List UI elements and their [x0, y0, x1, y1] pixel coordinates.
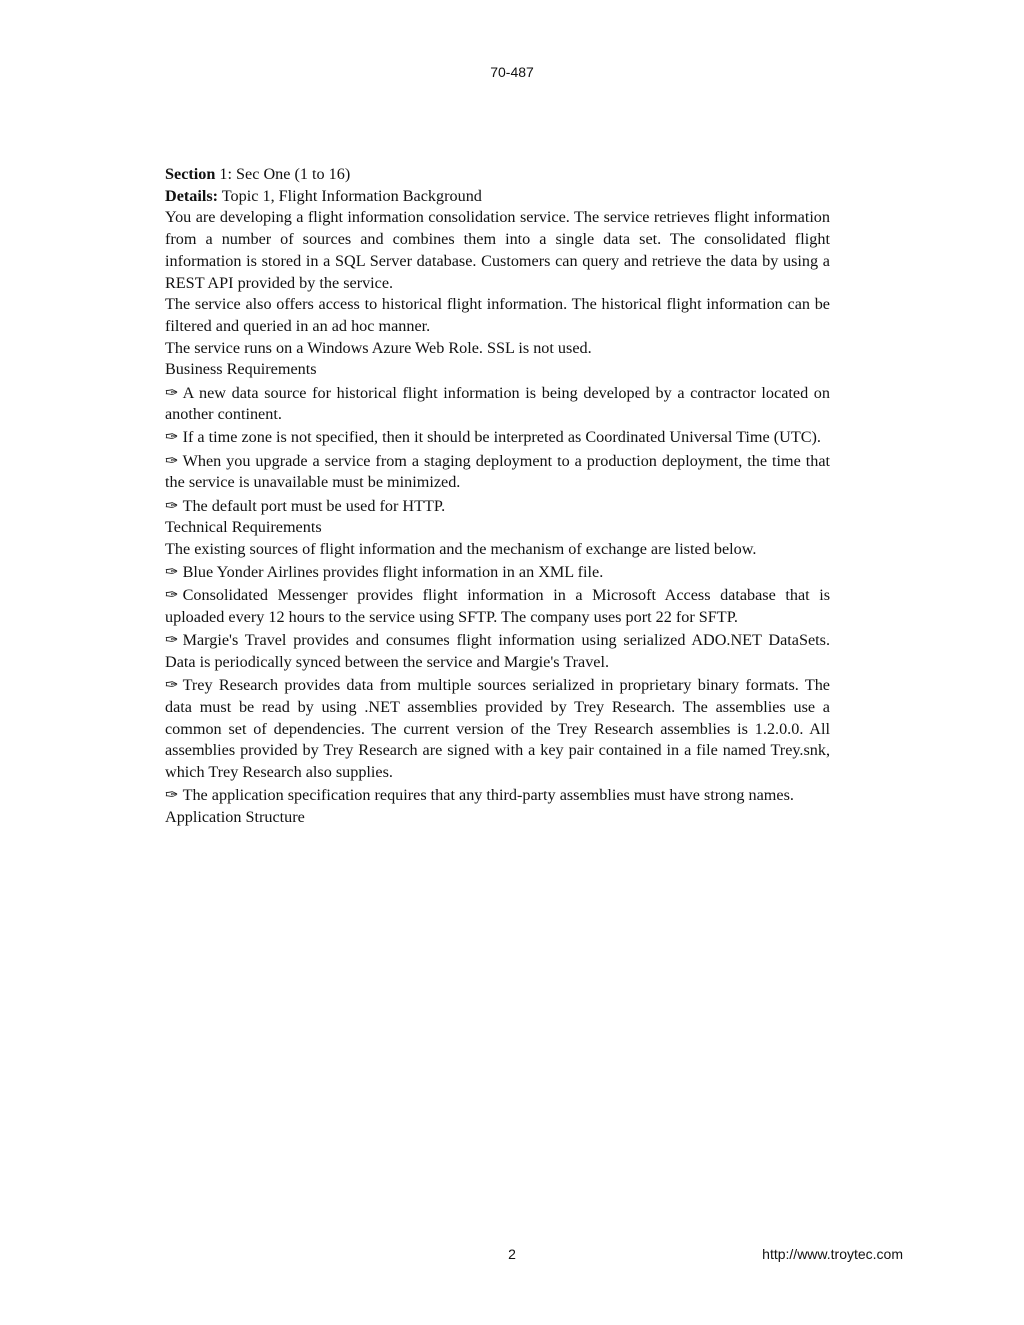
pencil-bullet-icon: ✑: [165, 428, 179, 447]
pencil-bullet-icon: ✑: [165, 586, 179, 605]
business-requirement-text: When you upgrade a service from a staging deployment to a production deployment, the time that the service is unavailable must be minimized.: [165, 451, 830, 492]
pencil-bullet-icon: ✑: [165, 631, 179, 650]
pencil-bullet-icon: ✑: [165, 563, 179, 582]
exam-code: 70-487: [490, 64, 534, 80]
technical-requirements-intro: The existing sources of flight information and the mechanism of exchange are listed below.: [165, 539, 757, 558]
application-structure-heading: Application Structure: [165, 807, 305, 826]
technical-requirement-item: [165, 630, 830, 673]
pencil-bullet-icon: ✑: [165, 786, 179, 805]
azure-paragraph: The service runs on a Windows Azure Web Role. SSL is not used.: [165, 338, 592, 357]
historical-paragraph: The service also offers access to historical flight information. The historical flight information can be filtered and queried in an ad hoc manner.: [165, 295, 830, 335]
business-requirement-text: The default port must be used for HTTP.: [182, 496, 446, 515]
document-body: [165, 164, 830, 829]
technical-requirement-item: [165, 675, 830, 784]
business-requirement-text: If a time zone is not specified, then it should be interpreted as Coordinated Universal Time (UTC).: [182, 428, 821, 447]
technical-requirement-text: Consolidated Messenger provides flight information in a Microsoft Access database that is uploaded every 12 hours to the service using SFTP. The company uses port 22 for SFTP.: [165, 586, 830, 627]
technical-requirement-text: Blue Yonder Airlines provides flight information in an XML file.: [182, 563, 604, 582]
pencil-bullet-icon: ✑: [165, 676, 179, 695]
business-requirement-item: [165, 451, 830, 494]
footer-url: http://www.troytec.com: [762, 1246, 903, 1262]
technical-requirement-text: Margie's Travel provides and consumes flight information using serialized ADO.NET DataSets. Data is periodically synced between the service and Margie's Travel.: [165, 631, 830, 671]
details-line: [165, 186, 830, 208]
technical-requirement-item: [165, 562, 830, 584]
business-requirement-text: A new data source for historical flight information is being developed by a contractor located on another continent.: [165, 383, 830, 424]
details-value: Topic 1, Flight Information Background: [218, 186, 482, 205]
technical-requirement-item: [165, 785, 830, 807]
details-label: Details:: [165, 186, 219, 205]
intro-paragraph: You are developing a flight information consolidation service. The service retrieves flight information from a number of sources and combines them into a single data set. The consolidated flight information is stored in a SQL Server database. Customers can query and retrieve the data by using a REST API provided by the service.: [165, 208, 830, 292]
page-header: [0, 63, 1024, 81]
page-number: 2: [508, 1246, 516, 1262]
business-requirement-item: [165, 496, 830, 518]
technical-requirement-text: The application specification requires that any third-party assemblies must have strong names.: [182, 786, 794, 805]
section-label: Section: [165, 165, 216, 183]
business-requirements-heading: Business Requirements: [165, 360, 317, 379]
technical-requirement-text: Trey Research provides data from multiple sources serialized in proprietary binary formats. The data must be read by using .NET assemblies provided by Trey Research. The assemblies use a common set of dependencies. The current version of the Trey Research assemblies is 1.2.0.0. All assemblies provided by Trey Research are signed with a key pair contained in a file named Trey.snk, which Trey Research also supplies.: [165, 676, 830, 781]
pencil-bullet-icon: ✑: [165, 383, 179, 402]
technical-requirement-item: [165, 585, 830, 628]
section-value: 1: Sec One (1 to 16): [215, 165, 351, 183]
section-line: [165, 164, 830, 186]
business-requirement-item: [165, 383, 830, 426]
pencil-bullet-icon: ✑: [165, 451, 179, 470]
business-requirement-item: [165, 427, 830, 449]
pencil-bullet-icon: ✑: [165, 496, 179, 515]
technical-requirements-heading: Technical Requirements: [165, 518, 322, 537]
